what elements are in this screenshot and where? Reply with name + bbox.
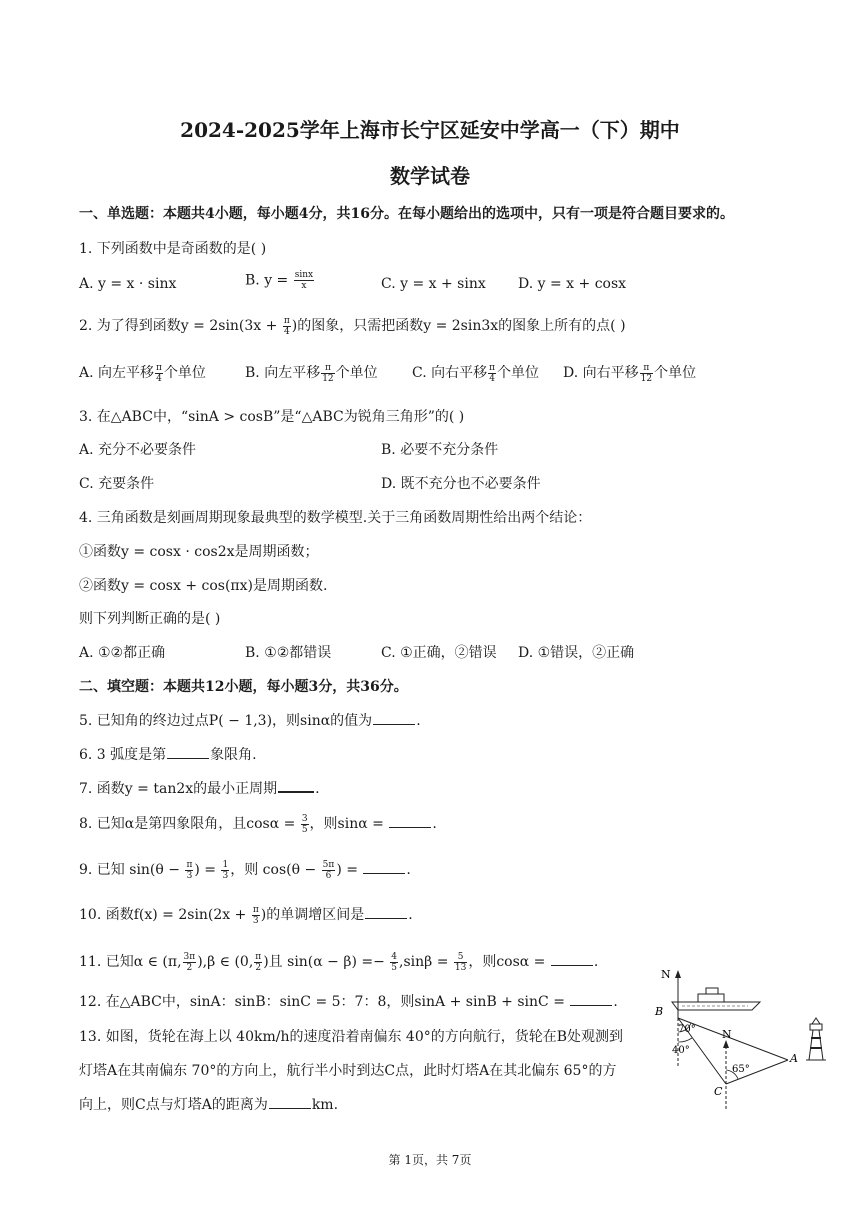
q2-option-a xyxy=(79,362,206,384)
q9-answer-blank xyxy=(363,861,405,874)
navigation-figure xyxy=(648,962,830,1118)
q6-text: 6. 3 弧度是第 xyxy=(79,747,167,763)
q10 xyxy=(79,904,413,926)
q6 xyxy=(79,744,257,764)
q3-option-c: C. 充要条件 xyxy=(79,476,155,492)
q1-option-d: D. y = x + cosx xyxy=(518,276,627,292)
q11-text2: ),β ∈ (0, xyxy=(197,954,254,970)
ship-icon xyxy=(672,988,760,1010)
q9-text3: ，则 cos(θ − xyxy=(230,862,321,878)
label-angle-40: 40° xyxy=(672,1045,690,1056)
q10-answer-blank xyxy=(365,906,407,919)
q4-statement-1: ①函数y = cosx · cos2x是周期函数； xyxy=(79,544,319,560)
q5-text: 5. 已知角的终边过点P( − 1,3)，则sinα的值为 xyxy=(79,713,373,729)
section-1-heading: 一、单选题：本题共4小题，每小题4分，共16分。在每小题给出的选项中，只有一项是符合题目要求的。 xyxy=(79,206,734,222)
page-footer: 第 1页，共 7页 xyxy=(388,1153,472,1167)
q2-option-c xyxy=(412,362,539,384)
q11-text4: ,sinβ = xyxy=(399,954,453,970)
q11-text1: 11. 已知α ∈ (π, xyxy=(79,954,182,970)
q1-option-b-den: x xyxy=(301,281,307,291)
q11-text3: )且 sin(α − β) =− xyxy=(263,954,390,970)
q7 xyxy=(79,778,320,798)
label-n-mid: N xyxy=(722,1028,732,1041)
q9-text4: ) = xyxy=(336,862,363,878)
north-arrow-b-icon xyxy=(675,970,681,978)
q4-statement-2: ②函数y = cosx + cos(πx)是周期函数. xyxy=(79,578,328,594)
q11 xyxy=(79,951,598,973)
q11-end: . xyxy=(593,954,599,970)
q13-line-2: 灯塔A在其南偏东 70°的方向上，航行半小时到达C点，此时灯塔A在其北偏东 65°的方 xyxy=(79,1063,617,1079)
q2-option-a-den: 4 xyxy=(156,373,162,384)
q2-option-b xyxy=(245,362,378,384)
q3-option-d: D. 既不充分也不必要条件 xyxy=(381,476,541,492)
q13-line-3 xyxy=(79,1094,338,1114)
q12-answer-blank xyxy=(570,993,612,1006)
q1-option-b-prefix: B. y = xyxy=(245,272,293,289)
q13-line-3-text: 向上，则C点与灯塔A的距离为 xyxy=(79,1097,268,1113)
q2-option-d-unit: 个单位 xyxy=(654,365,697,381)
q9 xyxy=(79,859,411,881)
q10-text2: )的单调增区间是 xyxy=(260,907,365,923)
q2-stem xyxy=(79,315,626,337)
q6-answer-blank xyxy=(167,746,209,759)
q8-text2: ，则sinα = xyxy=(309,816,389,832)
q8-num: 3 xyxy=(301,813,308,824)
q10-end: . xyxy=(408,907,413,923)
q4-option-a: A. ①②都正确 xyxy=(79,645,166,661)
q2-option-c-pi: π xyxy=(489,362,496,373)
q13-answer-blank xyxy=(269,1096,311,1109)
q10-text1: 10. 函数f(x) = 2sin(2x + xyxy=(79,907,251,923)
q7-end: . xyxy=(315,781,320,797)
q6-end: 象限角. xyxy=(210,747,257,763)
label-a: A xyxy=(790,1052,798,1065)
q4-stem: 4. 三角函数是刻画周期现象最典型的数学模型.关于三角函数周期性给出两个结论： xyxy=(79,510,592,526)
section-2-heading: 二、填空题：本题共12小题，每小题3分，共36分。 xyxy=(79,679,408,695)
q9-d2: 3 xyxy=(222,870,229,881)
q13-line-1: 13. 如图，货轮在海上以 40km/h的速度沿着南偏东 40°的方向航行，货轮在B处观测到 xyxy=(79,1029,624,1045)
q2-stem-four: 4 xyxy=(283,326,290,337)
q9-d3: 6 xyxy=(325,870,332,881)
north-arrow-c-icon xyxy=(723,1040,729,1048)
q11-n3: 4 xyxy=(391,951,398,962)
q7-text: 7. 函数y = tan2x的最小正周期 xyxy=(79,781,278,797)
q8 xyxy=(79,813,437,835)
q11-n1: 3π xyxy=(183,951,196,962)
q4-option-c: C. ①正确，②错误 xyxy=(381,645,497,661)
q11-d3: 5 xyxy=(391,962,398,973)
q12-end: . xyxy=(613,994,618,1010)
exam-subtitle: 数学试卷 xyxy=(390,164,470,188)
q4-option-b: B. ①②都错误 xyxy=(245,645,332,661)
q8-end: . xyxy=(432,816,437,832)
q10-num: π xyxy=(252,904,259,915)
q2-option-a-pi: π xyxy=(156,362,162,373)
q1-option-c: C. y = x + sinx xyxy=(381,276,486,292)
q13-line-3-unit: km. xyxy=(311,1097,339,1113)
q4-option-d: D. ①错误，②正确 xyxy=(518,645,635,661)
q9-end: . xyxy=(406,862,411,878)
q2-option-c-den: 4 xyxy=(489,373,495,384)
q9-n1: π xyxy=(186,859,193,870)
q2-stem-part2: )的图象，只需把函数y = 2sin3x的图象上所有的点( ) xyxy=(291,318,626,334)
q11-d1: 2 xyxy=(186,962,193,973)
q2-option-c-text: C. 向右平移 xyxy=(412,365,488,381)
q3-option-a: A. 充分不必要条件 xyxy=(79,442,197,458)
q8-answer-blank xyxy=(389,815,431,828)
q2-option-d-pi: π xyxy=(640,363,653,374)
q2-option-b-unit: 个单位 xyxy=(335,365,378,381)
q2-option-b-den: 12 xyxy=(322,373,334,384)
q2-option-c-unit: 个单位 xyxy=(497,365,540,381)
q1-option-a: A. y = x · sinx xyxy=(79,276,177,292)
q12 xyxy=(79,991,618,1011)
q11-n2: π xyxy=(255,951,262,962)
q5-answer-blank xyxy=(373,712,415,725)
q2-stem-part1: 2. 为了得到函数y = 2sin(3x + xyxy=(79,318,282,334)
angle-arc-40 xyxy=(678,1038,692,1042)
label-c: C xyxy=(714,1085,723,1098)
q11-text5: ，则cosα = xyxy=(468,954,550,970)
q2-option-d-den: 12 xyxy=(640,373,653,384)
q2-option-d-text: D. 向右平移 xyxy=(563,365,639,381)
exam-title: 2024-2025学年上海市长宁区延安中学高一（下）期中 xyxy=(180,118,680,142)
label-angle-70: 70° xyxy=(678,1024,696,1035)
q9-n2: 1 xyxy=(222,859,229,870)
q3-option-b: B. 必要不充分条件 xyxy=(381,442,499,458)
q1-option-b xyxy=(245,270,315,291)
q7-answer-blank xyxy=(278,779,314,793)
q11-d4: 13 xyxy=(454,962,467,973)
label-n-top: N xyxy=(661,968,671,981)
q11-d2: 2 xyxy=(255,962,262,973)
q5-end: . xyxy=(416,713,421,729)
label-b: B xyxy=(655,1005,664,1018)
q9-text2: ) = xyxy=(194,862,221,878)
q11-answer-blank xyxy=(551,953,593,966)
q2-option-d xyxy=(563,362,696,384)
q3-stem: 3. 在△ABC中，“sinA > cosB”是“△ABC为锐角三角形”的( ) xyxy=(79,409,465,425)
q1-option-b-num: sinx xyxy=(294,270,314,280)
q9-text1: 9. 已知 sin(θ − xyxy=(79,862,185,878)
q9-d1: 3 xyxy=(186,870,193,881)
label-angle-65: 65° xyxy=(732,1064,750,1075)
q10-den: 3 xyxy=(252,915,259,926)
q8-den: 5 xyxy=(301,824,308,835)
lighthouse-icon xyxy=(806,1018,826,1060)
q2-option-b-text: B. 向左平移 xyxy=(245,365,321,381)
q1-stem: 1. 下列函数中是奇函数的是( ) xyxy=(79,241,267,257)
q12-text: 12. 在△ABC中，sinA：sinB：sinC = 5：7：8，则sinA + sinB + sinC = xyxy=(79,994,570,1010)
q8-text: 8. 已知α是第四象限角，且cosα = xyxy=(79,816,300,832)
q2-option-a-unit: 个单位 xyxy=(163,365,206,381)
q4-ask: 则下列判断正确的是( ) xyxy=(79,611,221,627)
q9-n3: 5π xyxy=(322,859,335,870)
q5 xyxy=(79,710,421,730)
q2-option-b-pi: π xyxy=(321,363,334,374)
q11-n4: 5 xyxy=(454,952,467,963)
q2-stem-pi: π xyxy=(283,315,290,326)
q2-option-a-text: A. 向左平移 xyxy=(79,365,155,381)
